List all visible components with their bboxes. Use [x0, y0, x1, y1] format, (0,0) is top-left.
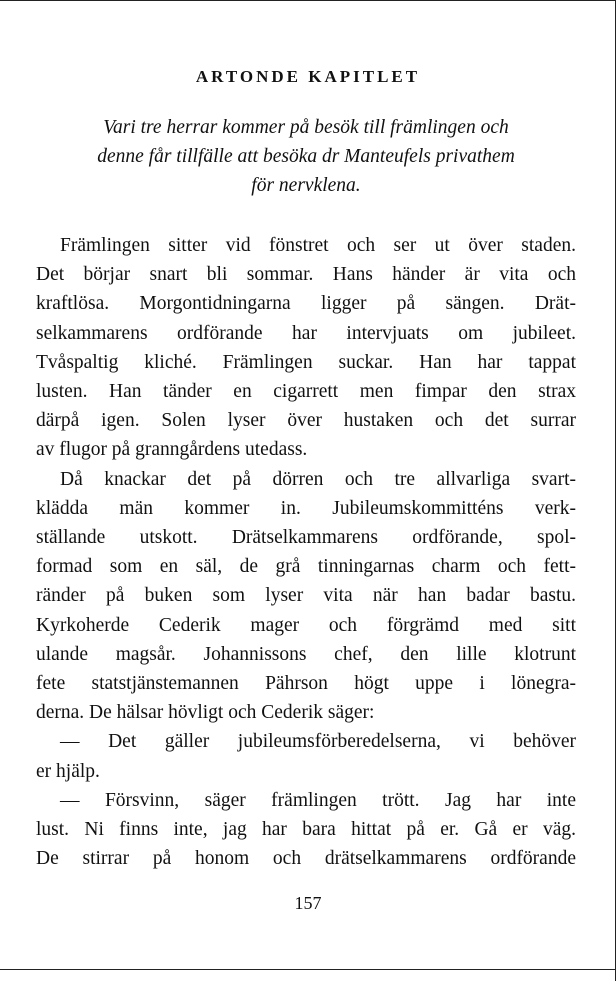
text-line: lusten. Han tänder en cigarrett men fimpar den strax [36, 381, 576, 403]
text-line: selkammarens ordförande har intervjuats om jubileet. [36, 322, 576, 344]
summary-line: denne får tillfälle att besöka dr Manteufels privathem [97, 146, 515, 167]
text-line: De stirrar på honom och drätselkammarens ordförande [36, 848, 576, 870]
text-line: derna. De hälsar hövligt och Cederik säger: [36, 702, 375, 724]
text-line: Då knackar det på dörren och tre allvarliga svart- [60, 468, 576, 490]
text-line: av flugor på granngårdens utedass. [36, 439, 308, 461]
text-line: formad som en säl, de grå tinningarnas charm och fett- [36, 556, 576, 578]
text-line: därpå igen. Solen lyser över hustaken och det surrar [36, 410, 576, 432]
page-number: 157 [294, 893, 322, 913]
text-line: ränder på buken som lyser vita när han badar bastu. [36, 585, 576, 607]
text-line: ställande utskott. Drätselkammarens ordförande, spol- [36, 527, 576, 549]
text-line: fete statstjänstemannen Pährson högt uppe i lönegra- [36, 673, 576, 695]
chapter-title: ARTONDE KAPITLET [195, 67, 421, 86]
text-line: Tvåspaltig kliché. Främlingen suckar. Han har tappat [36, 351, 576, 373]
text-line: — Försvinn, säger främlingen trött. Jag har inte [60, 789, 576, 811]
text-line: — Det gäller jubileumsförberedelserna, vi behöver [60, 731, 576, 753]
text-line: kraftlösa. Morgontidningarna ligger på sängen. Drät- [36, 293, 576, 315]
summary-line: Vari tre herrar kommer på besök till främlingen och [103, 117, 509, 138]
text-line: Det börjar snart bli sommar. Hans händer är vita och [36, 264, 576, 286]
chapter-summary [36, 113, 576, 200]
text-line: lust. Ni finns inte, jag har bara hittat på er. Gå er väg. [36, 819, 576, 841]
bottom-rule [0, 969, 616, 970]
text-line: ulande magsår. Johannissons chef, den lille klotrunt [36, 643, 576, 665]
summary-line: för nervklena. [251, 175, 361, 196]
text-line: er hjälp. [36, 760, 100, 782]
text-line: klädda män kommer in. Jubileumskommitténs verk- [36, 497, 576, 519]
text-line: Kyrkoherde Cederik mager och förgrämd med sitt [36, 614, 576, 636]
body-text [36, 231, 576, 873]
text-line: Främlingen sitter vid fönstret och ser ut över staden. [60, 235, 576, 256]
